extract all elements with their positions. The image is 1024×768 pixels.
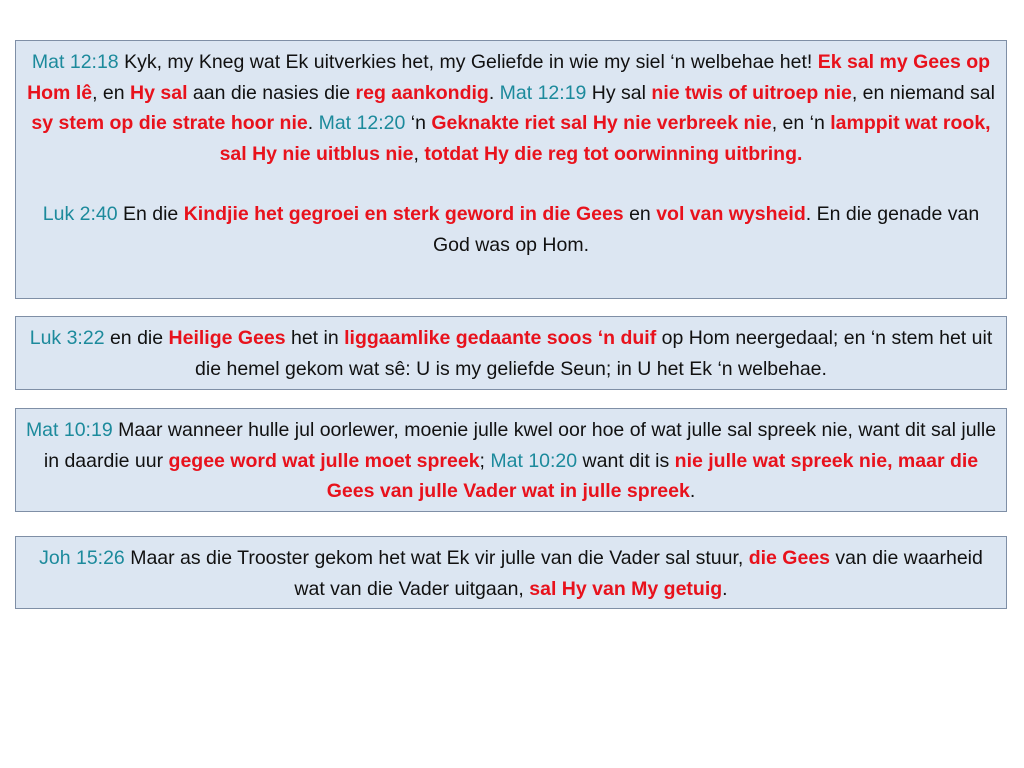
verse-reference: Mat 10:20 [490, 449, 578, 472]
highlighted-phrase: sal Hy van My getuig [529, 577, 723, 600]
verse-reference: Mat 10:19 [25, 419, 113, 441]
verse-reference: Luk 2:40 [42, 203, 118, 225]
verse-reference: Mat 12:20 [318, 112, 406, 134]
verse-text: en die [104, 327, 169, 349]
highlighted-phrase: nie julle wat spreek nie, maar die Gees van julle Vader wat in julle spreek [326, 449, 979, 502]
passage-paragraph [24, 323, 998, 384]
highlighted-phrase: reg aankondig [355, 81, 489, 104]
verse-reference: Mat 12:19 [499, 81, 587, 104]
scripture-box-4 [15, 536, 1007, 609]
highlighted-phrase: gegee word wat julle moet spreek [168, 449, 480, 472]
scripture-box-1 [15, 40, 1007, 299]
paragraph-gap [24, 169, 998, 199]
verse-text: . [689, 480, 696, 502]
highlighted-phrase: sy stem op die strate hoor nie [31, 112, 308, 134]
scripture-box-3 [15, 408, 1007, 512]
highlighted-phrase: die Gees [748, 547, 831, 569]
verse-text: Kyk, my Kneg wat Ek uitverkies het, my Geliefde in wie my siel ‘n welbehae het! [118, 51, 818, 73]
verse-reference: Luk 3:22 [29, 327, 105, 349]
verse-text: Maar wanneer hulle jul oorlewer, moenie julle kwel oor hoe of wat julle sal spreek nie, want dit sal julle in daardie uur [43, 419, 997, 472]
verse-text: , en niemand sal [851, 81, 995, 104]
verse-text: en [623, 203, 657, 225]
verse-text: , [413, 142, 425, 165]
highlighted-phrase: lamppit wat rook, sal Hy nie uitblus nie [219, 112, 991, 165]
passage-paragraph [24, 47, 998, 169]
verse-text: ; [479, 449, 491, 472]
scripture-box-2 [15, 316, 1007, 390]
passage-paragraph [24, 415, 998, 507]
verse-text: Maar as die Trooster gekom het wat Ek vir julle van die Vader sal stuur, [124, 547, 749, 569]
highlighted-phrase: liggaamlike gedaante soos ‘n duif [344, 327, 657, 349]
verse-text: ‘n [405, 112, 432, 134]
verse-text: . [307, 112, 319, 134]
highlighted-phrase: totdat Hy die reg tot oorwinning uitbring. [424, 142, 803, 165]
highlighted-phrase: nie twis of uitroep nie [651, 81, 852, 104]
verse-text: op Hom neergedaal; en ‘n stem het uit die hemel gekom wat sê: U is my geliefde Seun; in U het Ek ‘n welbehae. [195, 327, 993, 380]
highlighted-phrase: Heilige Gees [168, 327, 286, 349]
verse-text: , en [92, 81, 131, 104]
highlighted-phrase: vol van wysheid [656, 203, 806, 225]
verse-text: want dit is [577, 449, 675, 472]
verse-text: . [722, 577, 728, 600]
verse-reference: Mat 12:18 [31, 51, 119, 73]
verse-text: van die waarheid wat van die Vader uitgaan, [294, 547, 983, 600]
verse-text: Hy sal [586, 81, 652, 104]
highlighted-phrase: Hy sal [130, 81, 188, 104]
verse-text: En die [117, 203, 184, 225]
verse-text: aan die nasies die [187, 81, 356, 104]
verse-text: het in [285, 327, 345, 349]
passage-paragraph [24, 199, 998, 260]
verse-reference: Joh 15:26 [39, 547, 125, 569]
verse-text: . [488, 81, 500, 104]
highlighted-phrase: Ek sal my Gees op Hom lê [27, 51, 991, 104]
verse-text: , en ‘n [771, 112, 831, 134]
highlighted-phrase: Kindjie het gegroei en sterk geword in die Gees [183, 203, 624, 225]
verse-text: . En die genade van God was op Hom. [432, 203, 980, 256]
passage-paragraph [24, 543, 998, 604]
highlighted-phrase: Geknakte riet sal Hy nie verbreek nie [431, 112, 772, 134]
